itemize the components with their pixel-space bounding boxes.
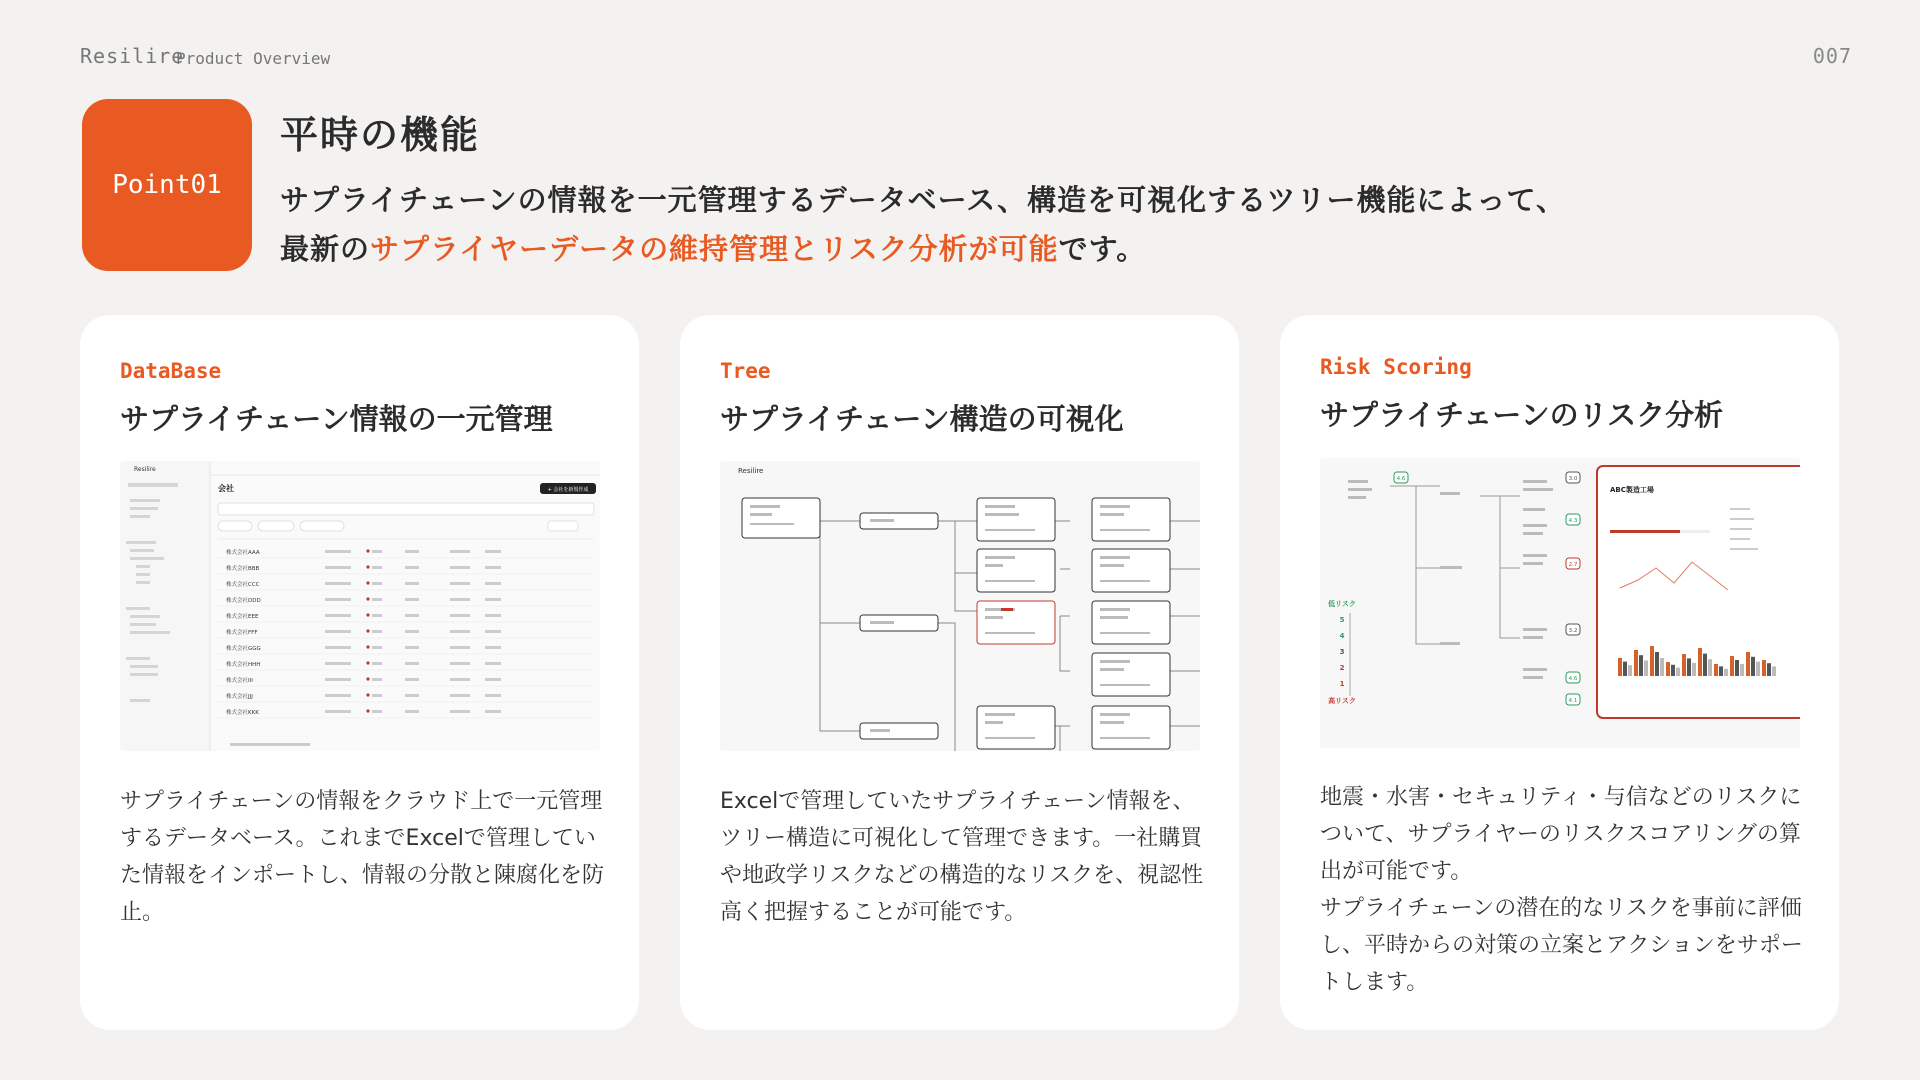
- risk-score-value: 4.6: [1568, 676, 1578, 682]
- tree-mock-brand: Resilire: [738, 467, 764, 475]
- page-number: 007: [1812, 44, 1852, 68]
- page-title: 平時の機能: [280, 113, 481, 157]
- scale-low-risk-label: 低リスク: [1328, 600, 1356, 608]
- mock-heading: 会社: [218, 484, 234, 493]
- mock-table-row: 株式会社FFF: [226, 630, 258, 636]
- card-database: [80, 315, 639, 1030]
- card-tag: Risk Scoring: [1320, 355, 1472, 379]
- intro-line-2-pre: 最新の: [280, 232, 371, 266]
- mock-table-row: 株式会社CCC: [226, 582, 260, 588]
- intro-line-2-post: です。: [1058, 232, 1147, 266]
- risk-scale-number: 2: [1339, 664, 1345, 672]
- mock-table-row: 株式会社AAA: [226, 550, 260, 556]
- risk-score-value: 4.6: [1396, 476, 1406, 482]
- risk-score-value: 4.1: [1568, 698, 1578, 704]
- database-mockup: [120, 461, 600, 751]
- card-risk-scoring: [1280, 315, 1839, 1030]
- risk-screenshot: [1320, 458, 1800, 748]
- mock-table-row: 株式会社DDD: [226, 598, 261, 604]
- mock-brand: Resilire: [134, 466, 156, 473]
- risk-scale-number: 4: [1339, 632, 1345, 640]
- risk-score-value: 3.0: [1568, 476, 1578, 482]
- risk-score-value: 3.2: [1568, 628, 1578, 634]
- card-tag: Tree: [720, 359, 771, 383]
- card-description: Excelで管理していたサプライチェーン情報を、ツリー構造に可視化して管理できます。一社購買や地政学リスクなどの構造的なリスクを、視認性高く把握することが可能です。: [720, 789, 1204, 925]
- mock-table-row: 株式会社III: [226, 678, 253, 684]
- tree-screenshot: [720, 461, 1200, 751]
- tree-mockup: [720, 461, 1200, 751]
- mock-table-row: 株式会社JJJ: [226, 694, 253, 700]
- card-tree: [680, 315, 1239, 1030]
- mock-new-button: + 会社を新規作成: [547, 487, 589, 493]
- risk-score-value: 4.3: [1568, 518, 1578, 524]
- risk-panel-title: ABC製造工場: [1610, 486, 1654, 494]
- risk-scale-number: 3: [1339, 648, 1345, 656]
- mock-table-row: 株式会社GGG: [226, 646, 261, 652]
- card-title: サプライチェーンのリスク分析: [1320, 398, 1724, 432]
- risk-score-value: 2.7: [1568, 562, 1578, 568]
- intro-text: [280, 176, 1566, 274]
- mock-table-row: 株式会社EEE: [226, 614, 259, 620]
- point-badge: Point01: [82, 99, 252, 271]
- brand-subtitle: Product Overview: [176, 49, 331, 68]
- risk-scale-number: 1: [1339, 680, 1345, 688]
- intro-line-1: サプライチェーンの情報を一元管理するデータベース、構造を可視化するツリー機能によって、: [280, 183, 1566, 217]
- mock-table-row: 株式会社HHH: [226, 662, 261, 668]
- risk-mockup: [1320, 458, 1800, 748]
- scale-high-risk-label: 高リスク: [1328, 697, 1356, 705]
- risk-scale-number: 5: [1339, 616, 1345, 624]
- intro-highlight: サプライヤーデータの維持管理とリスク分析が可能: [370, 232, 1059, 266]
- mock-table-row: 株式会社BBB: [226, 566, 260, 572]
- card-description: サプライチェーンの情報をクラウド上で一元管理するデータベース。これまでExcelで管理していた情報をインポートし、情報の分散と陳腐化を防止。: [120, 789, 605, 925]
- database-screenshot: [120, 461, 600, 751]
- intro-line-2: [280, 225, 1566, 274]
- card-tag: DataBase: [120, 359, 222, 383]
- card-title: サプライチェーン情報の一元管理: [120, 402, 553, 436]
- card-description: 地震・水害・セキュリティ・与信などのリスクについて、サプライヤーのリスクスコアリングの算出が可能です。 サプライチェーンの潜在的なリスクを事前に評価し、平時からの対策の立案とアクションをサポートします。: [1320, 785, 1803, 995]
- card-title: サプライチェーン構造の可視化: [720, 402, 1124, 436]
- mock-table-row: 株式会社KKK: [226, 710, 259, 716]
- brand-logo: Resilire: [80, 44, 185, 68]
